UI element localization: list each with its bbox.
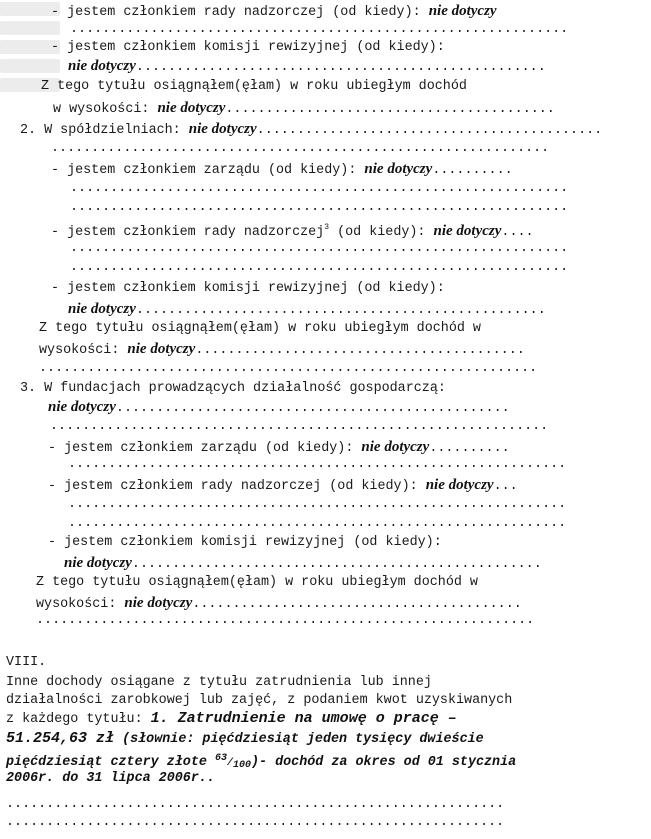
dotted-fill: .............................................................. (68, 516, 567, 531)
declaration-line (70, 22, 568, 38)
declaration-line (50, 419, 548, 435)
line-label: w wysokości: (53, 102, 158, 117)
dotted-fill: .............................................................. (70, 241, 569, 256)
answer-not-applicable: nie dotyczy (127, 341, 196, 357)
section-intro-line: działalności zarobkowej lub zajęć, z podaniem kwot uzyskiwanych (6, 693, 513, 708)
answer-not-applicable: nie dotyczy (64, 555, 132, 571)
declaration-line (51, 141, 549, 157)
declaration-line (48, 399, 510, 415)
dotted-fill: ................................................... (135, 303, 546, 318)
declaration-line (70, 200, 568, 216)
amount-words: (słownie: pięćdziesiąt jeden tysięcy dwieście (114, 732, 484, 747)
line-label: Z tego tytułu osiągnąłem(ęłam) w roku ubiegłym dochód w (36, 575, 478, 590)
income-amount: 51.254,63 zł (6, 730, 115, 747)
income-period-end: 2006r. do 31 lipca 2006r.. (6, 771, 215, 786)
dotted-fill: ................................................... (131, 557, 542, 572)
employment-item: 1. Zatrudnienie na umowę o pracę – (150, 710, 457, 727)
declaration-line (51, 220, 534, 240)
declaration-line (51, 281, 445, 297)
declaration-line (53, 100, 555, 116)
line-label: - jestem członkiem rady nadzorczej (od kiedy): (51, 5, 429, 20)
answer-not-applicable: nie dotyczy (124, 595, 193, 611)
dotted-fill-line: .............................................................. (6, 815, 505, 830)
declaration-line (36, 613, 534, 629)
grosze-fraction: 63/100 (214, 753, 251, 771)
dotted-fill: .............................................................. (70, 260, 569, 275)
answer-not-applicable: nie dotyczy (425, 477, 494, 493)
declaration-line (20, 381, 446, 397)
line-label: - jestem członkiem zarządu (od kiedy): (51, 163, 365, 178)
amount-words: pięćdziesiąt cztery złote (6, 755, 215, 770)
footnote-marker: 3 (324, 223, 330, 232)
dotted-fill: .............................................................. (50, 419, 549, 434)
line-label: wysokości: (39, 343, 128, 358)
income-period-line (6, 771, 215, 787)
dotted-fill: .............................................................. (39, 361, 538, 376)
answer-not-applicable: nie dotyczy (364, 161, 433, 177)
declaration-line (20, 121, 602, 137)
declaration-line (48, 439, 510, 455)
line-label: (od kiedy): (329, 225, 434, 240)
declaration-line (70, 181, 568, 197)
line-label: - jestem członkiem komisji rewizyjnej (od kiedy): (51, 40, 445, 55)
declaration-line (51, 161, 513, 177)
line-label: wysokości: (36, 597, 125, 612)
dotted-fill: .............................................................. (70, 181, 569, 196)
declaration-line (39, 321, 481, 337)
line-label: Z tego tytułu osiągnąłem(ęłam) w roku ubiegłym dochód (41, 79, 467, 94)
answer-not-applicable: nie dotyczy (361, 439, 430, 455)
section-intro-line (6, 711, 457, 727)
amount-line (6, 731, 484, 749)
dotted-fill: ......................................... (195, 343, 525, 358)
line-label: Z tego tytułu osiągnąłem(ęłam) w roku ubiegłym dochód w (39, 321, 481, 336)
dotted-fill: ................................................. (115, 401, 510, 416)
dotted-fill: .......... (429, 441, 510, 456)
declaration-line (64, 555, 542, 571)
dotted-fill: ................................................... (135, 60, 546, 75)
dotted-fill: .............................................................. (70, 22, 569, 37)
declaration-line (51, 3, 497, 19)
line-label: - jestem członkiem komisji rewizyjnej (od kiedy): (51, 281, 445, 296)
income-period: )- dochód za okres od 01 stycznia (250, 755, 517, 770)
intro-text: z każdego tytułu: (6, 712, 151, 727)
line-label: - jestem członkiem zarządu (od kiedy): (48, 441, 362, 456)
line-label: 3. W fundacjach prowadzących działalność gospodarczą: (20, 381, 446, 396)
dotted-fill: .............................................................. (68, 457, 567, 472)
dotted-fill: ... (493, 479, 518, 494)
section-intro-line: Inne dochody osiągane z tytułu zatrudnienia lub innej (6, 675, 432, 690)
dotted-fill: .......... (432, 163, 513, 178)
dotted-fill: .............................................................. (51, 141, 550, 156)
dotted-fill: ......................................... (192, 597, 522, 612)
answer-not-applicable: nie dotyczy (157, 100, 226, 116)
declaration-line (68, 58, 546, 74)
dotted-fill: .... (501, 225, 534, 240)
declaration-line (70, 260, 568, 276)
declaration-line (68, 301, 546, 317)
dotted-fill: ......................................... (225, 102, 555, 117)
declaration-line (48, 535, 442, 551)
dotted-fill: .............................................................. (36, 613, 535, 628)
declaration-line (68, 457, 566, 473)
declaration-line (41, 79, 467, 95)
line-label: - jestem członkiem rady nadzorczej (od kiedy): (48, 479, 426, 494)
dotted-fill: .............................................................. (68, 497, 567, 512)
dotted-fill: .............................................................. (70, 200, 569, 215)
declaration-line (68, 497, 566, 513)
answer-not-applicable: nie dotyczy (48, 399, 116, 415)
answer-not-applicable: nie dotyczy (188, 121, 257, 137)
line-label: - jestem członkiem komisji rewizyjnej (od kiedy): (48, 535, 442, 550)
declaration-line (70, 241, 568, 257)
line-label: - jestem członkiem rady nadzorczej (51, 225, 325, 240)
amount-words-line (6, 751, 516, 771)
section-heading: VIII. (6, 655, 47, 670)
declaration-line (36, 595, 522, 611)
answer-not-applicable: nie dotyczy (68, 58, 136, 74)
declaration-line (39, 341, 525, 357)
declaration-line (36, 575, 478, 591)
line-label: 2. W spółdzielniach: (20, 123, 189, 138)
declaration-line (48, 477, 518, 493)
declaration-line (68, 516, 566, 532)
fraction-numerator: 63 (214, 753, 227, 764)
answer-not-applicable: nie dotyczy (433, 223, 502, 239)
declaration-line (51, 40, 445, 56)
declaration-line (39, 361, 537, 377)
answer-not-applicable: nie dotyczy (68, 301, 136, 317)
dotted-fill-line: .............................................................. (6, 797, 505, 812)
dotted-fill: ........................................... (256, 123, 603, 138)
answer-not-applicable: nie dotyczy (428, 3, 497, 19)
fraction-denominator: 100 (232, 760, 251, 771)
